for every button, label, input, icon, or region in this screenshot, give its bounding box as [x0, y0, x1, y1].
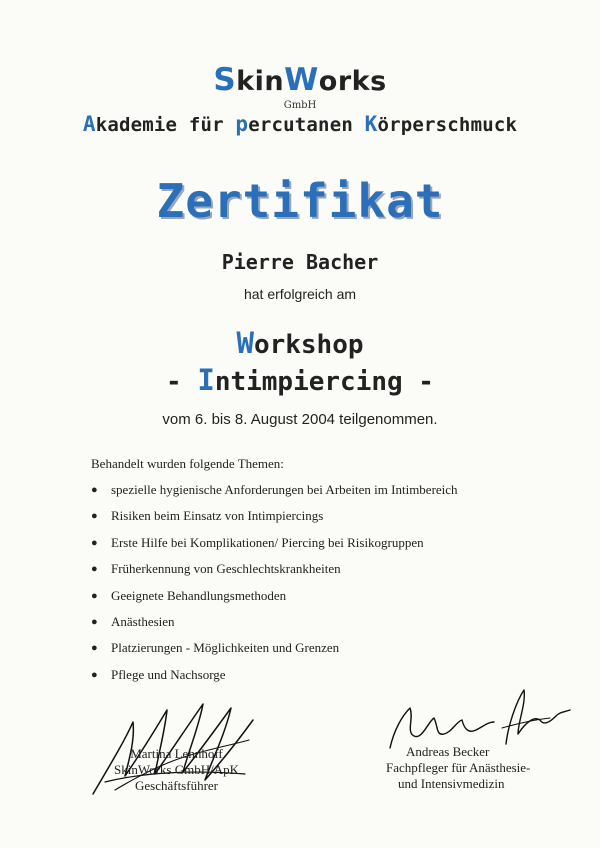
academy-initial-k: K [364, 112, 378, 136]
academy-word-akademie: kademie für [95, 114, 236, 136]
brand-part-kin: kin [236, 66, 285, 97]
bullet-icon: ● [91, 563, 98, 576]
academy-initial-a: A [82, 112, 96, 136]
signatory-name-left: Martina Lehnhoff [130, 746, 223, 761]
bullet-icon: ● [91, 589, 98, 602]
academy-word-percutanen: ercutanen [248, 114, 365, 136]
academy-initial-p: p [235, 112, 249, 136]
topics-list [91, 482, 458, 693]
academy-word-koerperschmuck: örperschmuck [377, 114, 518, 136]
signature-block-right [386, 744, 530, 792]
course-initial: I [197, 363, 215, 397]
topic-text: Risiken beim Einsatz von Intimpiercings [111, 508, 324, 524]
topic-text: Geeignete Behandlungsmethoden [111, 587, 287, 603]
brand-initial-w: W [284, 62, 319, 98]
brand-initial-s: S [213, 62, 237, 98]
workshop-initial: W [236, 326, 254, 360]
topic-text: Erste Hilfe bei Komplikationen/ Piercing bei Risikogruppen [111, 534, 424, 550]
topic-text: Platzierungen - Möglichkeiten und Grenzen [111, 640, 340, 656]
intro-line: hat erfolgreich am [243, 286, 357, 302]
bullet-icon: ● [91, 510, 98, 523]
signatory-name-right: Andreas Becker [406, 744, 490, 759]
legal-form: GmbH [283, 100, 317, 111]
topic-item [91, 535, 458, 561]
signatory-role-right-line1: Fachpfleger für Anästhesie- [386, 760, 531, 775]
bullet-icon: ● [91, 642, 98, 655]
course-prefix: - [166, 367, 198, 397]
bullet-icon: ● [91, 615, 98, 628]
topic-item [91, 640, 458, 666]
signatory-company-left: SkinWorks GmbH/ApK [114, 762, 239, 777]
signature-block-left [114, 746, 239, 794]
brand-name [0, 62, 600, 98]
bullet-icon: ● [91, 536, 98, 549]
academy-name [0, 112, 600, 136]
signatory-role-right-line2: und Intensivmedizin [398, 776, 505, 791]
topic-item [91, 588, 458, 614]
brand-part-orks: orks [318, 66, 387, 97]
dates-line: vom 6. bis 8. August 2004 teilgenommen. [162, 411, 438, 428]
signatory-role-left: Geschäftsführer [134, 778, 218, 793]
workshop-heading [0, 326, 600, 360]
topic-text: Anästhesien [111, 613, 175, 629]
course-title [0, 363, 600, 397]
course-rest: ntimpiercing - [214, 367, 434, 397]
bullet-icon: ● [91, 484, 98, 496]
topic-item [91, 614, 458, 640]
recipient-name: Pierre Bacher [221, 250, 379, 274]
workshop-rest: orkshop [253, 330, 364, 360]
topic-item [91, 561, 458, 587]
topic-item [91, 508, 458, 534]
bullet-icon: ● [91, 668, 98, 681]
topic-text: Früherkennung von Geschlechtskrankheiten [111, 561, 341, 577]
topics-intro: Behandelt wurden folgende Themen: [91, 456, 284, 471]
topic-item [91, 482, 458, 508]
certificate-title: Zertifikat [156, 174, 444, 228]
topic-text: spezielle hygienische Anforderungen bei Arbeiten im Intimbereich [111, 482, 458, 497]
topic-text: Pflege und Nachsorge [111, 666, 226, 682]
